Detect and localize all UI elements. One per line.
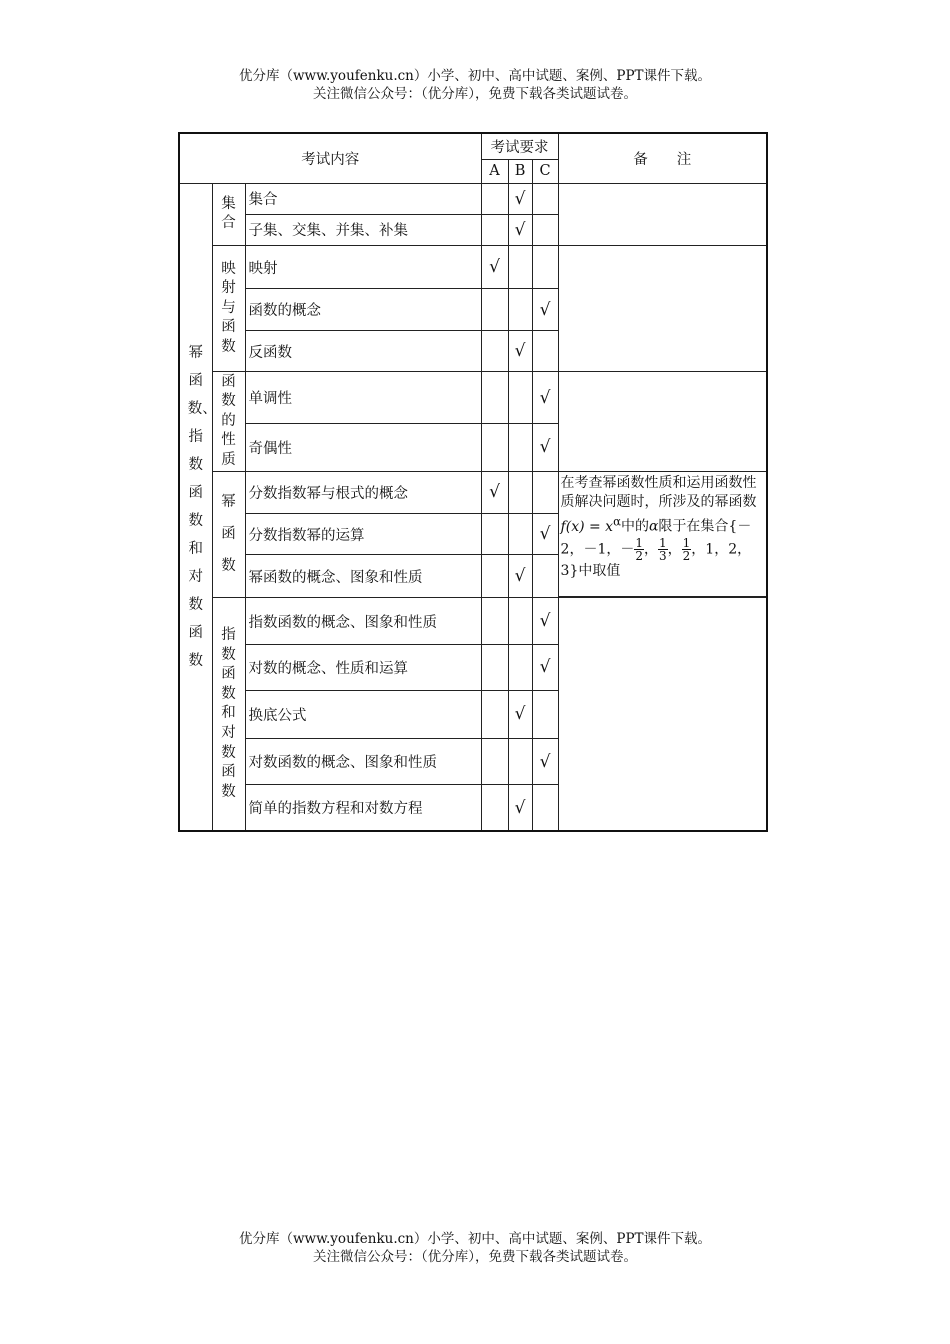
item-label: 反函数 — [245, 331, 481, 372]
check-cell-c: √ — [532, 372, 558, 423]
check-cell-b — [508, 289, 532, 331]
item-label: 函数的概念 — [245, 289, 481, 331]
check-cell-a — [481, 738, 508, 784]
note-formula: f(x) = x — [560, 518, 614, 535]
item-label: 简单的指数方程和对数方程 — [245, 785, 481, 831]
check-cell-a: √ — [481, 245, 508, 288]
group-label-sets: 集合 — [212, 183, 245, 245]
note-cell-empty — [558, 245, 767, 372]
table-row — [179, 183, 767, 214]
header-exam-requirement: 考试要求 — [481, 133, 558, 159]
check-cell-b — [508, 471, 532, 513]
header-line-1: 优分库（www.youfenku.cn）小学、初中、高中试题、案例、PPT课件下载。 — [238, 68, 712, 84]
check-cell-a — [481, 644, 508, 690]
footer-line-1: 优分库（www.youfenku.cn）小学、初中、高中试题、案例、PPT课件下载。 — [238, 1231, 712, 1247]
check-cell-c — [532, 555, 558, 598]
note-power-function: 在考查幂函数性质和运用函数性质解决问题时，所涉及的幂函数$f(x) = x^\alpha$中的α限于在集合{－2，－1，－ $\frac{1}{2}$ ， $\frac{1}{3}$ ， $\frac{1}{2}$ ，1，2，3}中取值 — [558, 471, 767, 598]
check-cell-a — [481, 598, 508, 644]
check-cell-a — [481, 183, 508, 214]
item-label: 单调性 — [245, 372, 481, 423]
check-cell-c: √ — [532, 514, 558, 555]
note-cell-empty — [558, 598, 767, 831]
fraction-one-half-2: $\frac{1}{2}$ — [682, 535, 691, 563]
item-label: 分数指数幂与根式的概念 — [245, 471, 481, 513]
check-cell-c — [532, 214, 558, 245]
check-cell-c: √ — [532, 289, 558, 331]
item-label: 对数的概念、性质和运算 — [245, 644, 481, 690]
check-cell-b — [508, 245, 532, 288]
fraction-one-third: $\frac{1}{3}$ — [659, 535, 667, 563]
check-cell-a — [481, 331, 508, 372]
check-cell-a — [481, 289, 508, 331]
check-cell-c — [532, 331, 558, 372]
item-label: 分数指数幂的运算 — [245, 514, 481, 555]
exam-requirements-table — [178, 132, 768, 832]
group-label-power: 幂函数 — [212, 471, 245, 598]
header-level-c: C — [532, 159, 558, 183]
chapter-title: 幂函数、指数函数和对数函数 — [187, 344, 217, 669]
check-cell-c: √ — [532, 598, 558, 644]
note-text-3: 限于在集合{－2，－1，－ — [560, 518, 752, 558]
check-cell-b — [508, 644, 532, 690]
check-cell-c — [532, 183, 558, 214]
item-label: 换底公式 — [245, 690, 481, 738]
check-cell-a — [481, 372, 508, 423]
footer-line-2: 关注微信公众号：（优分库），免费下载各类试题试卷。 — [313, 1249, 637, 1265]
check-cell-a — [481, 423, 508, 471]
table-row — [179, 245, 767, 288]
check-cell-a — [481, 514, 508, 555]
check-cell-a: √ — [481, 471, 508, 513]
check-cell-c: √ — [532, 423, 558, 471]
fraction-one-half: $\frac{1}{2}$ — [635, 535, 644, 563]
table-row — [179, 372, 767, 423]
note-exponent: α — [613, 513, 621, 528]
note-text-1: 在考查幂函数性质和运用函数性质解决问题时，所涉及的幂函数 — [560, 474, 757, 510]
item-label: 指数函数的概念、图象和性质 — [245, 598, 481, 644]
note-cell-empty — [558, 183, 767, 245]
check-cell-b — [508, 423, 532, 471]
header-level-b: B — [508, 159, 532, 183]
check-cell-c — [532, 245, 558, 288]
item-label: 奇偶性 — [245, 423, 481, 471]
table-row — [179, 598, 767, 644]
item-label: 幂函数的概念、图象和性质 — [245, 555, 481, 598]
note-text-2: 中的 — [620, 518, 649, 535]
check-cell-a — [481, 690, 508, 738]
item-label: 对数函数的概念、图象和性质 — [245, 738, 481, 784]
item-label: 子集、交集、并集、补集 — [245, 214, 481, 245]
item-label: 集合 — [245, 183, 481, 214]
check-cell-c — [532, 690, 558, 738]
check-cell-b — [508, 372, 532, 423]
check-cell-a — [481, 555, 508, 598]
table-row — [179, 471, 767, 513]
header-line-2: 关注微信公众号：（优分库），免费下载各类试题试卷。 — [313, 86, 637, 102]
check-cell-b: √ — [508, 785, 532, 831]
check-cell-b: √ — [508, 555, 532, 598]
page-header — [0, 67, 950, 103]
item-label: 映射 — [245, 245, 481, 288]
check-cell-b: √ — [508, 214, 532, 245]
group-label-exp-log: 指数函数和对数函数 — [212, 598, 245, 831]
group-label-properties: 函数的性质 — [212, 372, 245, 471]
note-text-4: ，1，2，3}中取值 — [560, 541, 752, 579]
page-footer — [0, 1230, 950, 1266]
chapter-label — [179, 183, 217, 831]
check-cell-c: √ — [532, 644, 558, 690]
header-level-a: A — [481, 159, 508, 183]
group-label-mapping: 映射与函数 — [212, 245, 245, 372]
check-cell-c — [532, 471, 558, 513]
header-exam-content: 考试内容 — [179, 133, 481, 183]
note-cell-empty — [558, 372, 767, 471]
check-cell-b: √ — [508, 183, 532, 214]
check-cell-b — [508, 514, 532, 555]
check-cell-c — [532, 785, 558, 831]
check-cell-a — [481, 785, 508, 831]
check-cell-a — [481, 214, 508, 245]
check-cell-b: √ — [508, 690, 532, 738]
check-cell-b — [508, 598, 532, 644]
check-cell-b: √ — [508, 331, 532, 372]
check-cell-c: √ — [532, 738, 558, 784]
check-cell-b — [508, 738, 532, 784]
note-alpha: α — [648, 518, 659, 535]
header-note: 备 注 — [558, 133, 767, 183]
